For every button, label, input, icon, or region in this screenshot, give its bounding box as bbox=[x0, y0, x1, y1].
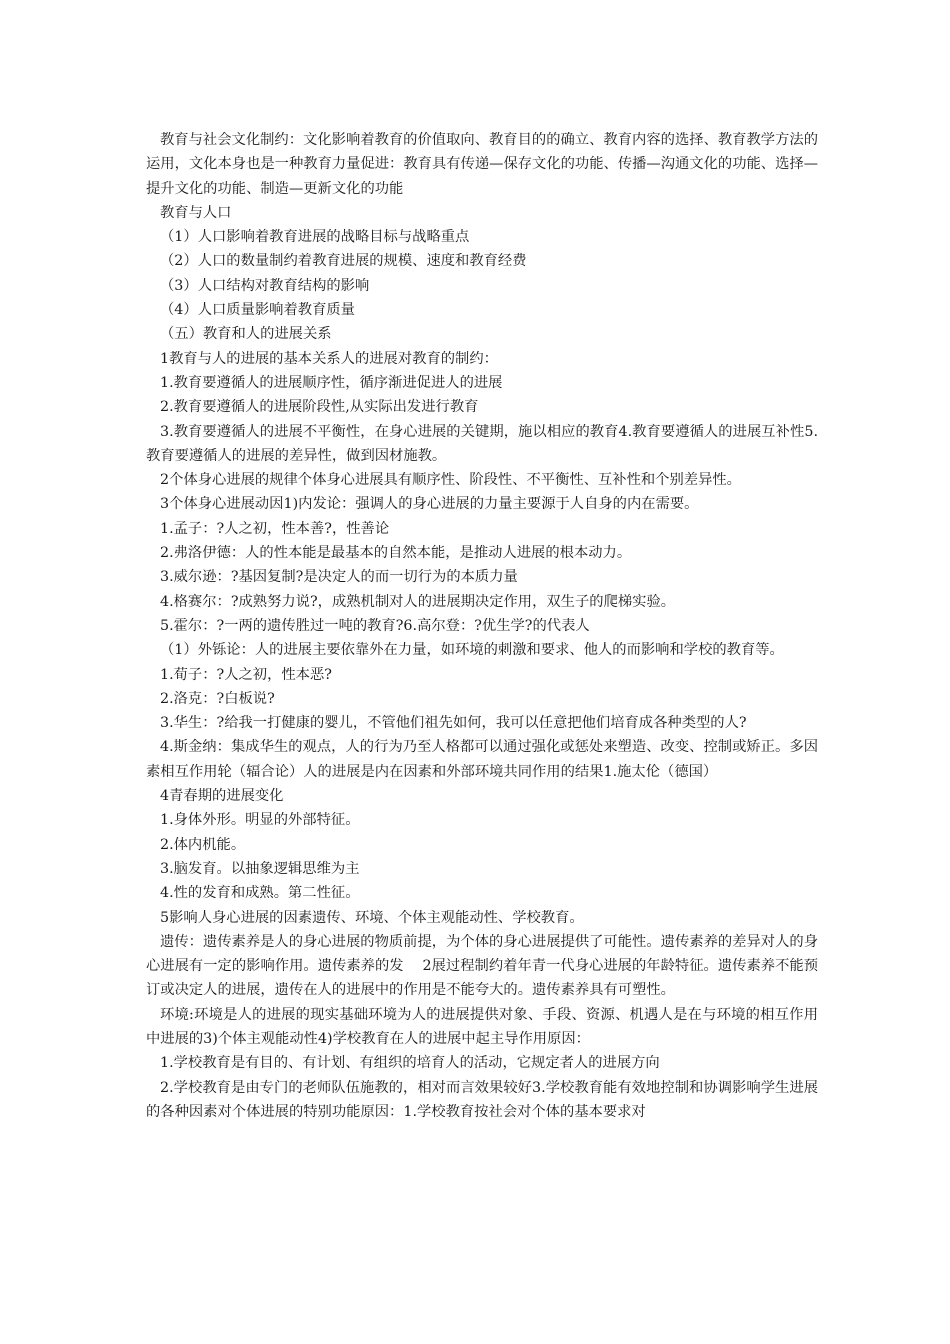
paragraph: 教育与人口 bbox=[160, 204, 232, 221]
paragraph: 环境:环境是人的进展的现实基础环境为人的进展提供对象、手段、资源、机遇人是在与环境的相互作用中进展的3)个体主观能动性4)学校教育在人的进展中起主导作用原因： bbox=[146, 1006, 818, 1047]
paragraph: 4.性的发育和成熟。第二性征。 bbox=[160, 885, 360, 902]
paragraph: 教育与社会文化制约：文化影响着教育的价值取向、教育目的的确立、教育内容的选择、教育教学方法的运用，文化本身也是一种教育力量促进：教育具有传递—保存文化的功能、传播—沟通文化的功能、选择—提升文化的功能、制造—更新文化的功能 bbox=[146, 132, 818, 197]
document-body bbox=[146, 128, 818, 1124]
paragraph: （1）人口影响着教育进展的战略目标与战略重点 bbox=[160, 229, 470, 246]
paragraph: 2.体内机能。 bbox=[160, 836, 246, 853]
paragraph: （1）外铄论：人的进展主要依靠外在力量，如环境的刺激和要求、他人的而影响和学校的教育等。 bbox=[160, 642, 784, 659]
paragraph: （五）教育和人的进展关系 bbox=[160, 326, 332, 343]
paragraph: 2.教育要遵循人的进展阶段性,从实际出发进行教育 bbox=[160, 399, 479, 416]
paragraph: 2.弗洛伊德：人的性本能是最基本的自然本能，是推动人进展的根本动力。 bbox=[160, 545, 632, 562]
paragraph: 1.荀子：?人之初，性本恶? bbox=[160, 666, 332, 683]
paragraph: 1.教育要遵循人的进展顺序性，循序渐进促进人的进展 bbox=[160, 374, 503, 391]
paragraph: 3.脑发育。以抽象逻辑思维为主 bbox=[160, 860, 360, 877]
paragraph: 5.霍尔：?一两的遗传胜过一吨的教育?6.高尔登：?优生学?的代表人 bbox=[160, 617, 590, 634]
paragraph: 3.威尔逊：?基因复制?是决定人的而一切行为的本质力量 bbox=[160, 569, 518, 586]
paragraph: 2.学校教育是由专门的老师队伍施教的，相对而言效果较好3.学校教育能有效地控制和协调影响学生进展的各种因素对个体进展的特别功能原因：1.学校教育按社会对个体的基本要求对 bbox=[146, 1079, 818, 1120]
paragraph: 1.身体外形。明显的外部特征。 bbox=[160, 812, 360, 829]
paragraph: 1.孟子：?人之初，性本善?，性善论 bbox=[160, 520, 390, 537]
paragraph: 1.学校教育是有目的、有计划、有组织的培育人的活动，它规定者人的进展方向 bbox=[160, 1055, 660, 1072]
paragraph: 4青春期的进展变化 bbox=[160, 788, 284, 805]
paragraph: 5影响人身心进展的因素遗传、环境、个体主观能动性、学校教育。 bbox=[160, 909, 584, 926]
paragraph: （3）人口结构对教育结构的影响 bbox=[160, 277, 370, 294]
paragraph: 3.教育要遵循人的进展不平衡性，在身心进展的关键期，施以相应的教育4.教育要遵循人的进展互补性5.教育要遵循人的进展的差异性，做到因材施教。 bbox=[146, 423, 818, 464]
paragraph: 遗传：遗传素养是人的身心进展的物质前提，为个体的身心进展提供了可能性。遗传素养的差异对人的身心进展有一定的影响作用。遗传素养的发 2展过程制约着年青一代身心进展的年龄特征。遗传素养不能预订或决定人的进展，遗传在人的进展中的作用是不能夸大的。遗传素养具有可塑性。 bbox=[146, 933, 818, 999]
paragraph: （2）人口的数量制约着教育进展的规模、速度和教育经费 bbox=[160, 253, 527, 270]
paragraph: 4.斯金纳：集成华生的观点，人的行为乃至人格都可以通过强化或惩处来塑造、改变、控制或矫正。多因素相互作用轮（辐合论）人的进展是内在因素和外部环境共同作用的结果1.施太伦（德国） bbox=[146, 739, 818, 780]
paragraph: 1教育与人的进展的基本关系人的进展对教育的制约： bbox=[160, 350, 498, 367]
paragraph: 4.格赛尔：?成熟努力说?，成熟机制对人的进展期决定作用，双生子的爬梯实验。 bbox=[160, 593, 676, 610]
paragraph: 3.华生：?给我一打健康的婴儿，不管他们祖先如何，我可以任意把他们培育成各种类型的人? bbox=[160, 715, 747, 732]
paragraph: 2个体身心进展的规律个体身心进展具有顺序性、阶段性、不平衡性、互补性和个别差异性。 bbox=[160, 472, 741, 489]
paragraph: 2.洛克：?白板说? bbox=[160, 690, 275, 707]
paragraph: 3个体身心进展动因1)内发论：强调人的身心进展的力量主要源于人自身的内在需要。 bbox=[160, 496, 699, 513]
paragraph: （4）人口质量影响着教育质量 bbox=[160, 302, 355, 319]
